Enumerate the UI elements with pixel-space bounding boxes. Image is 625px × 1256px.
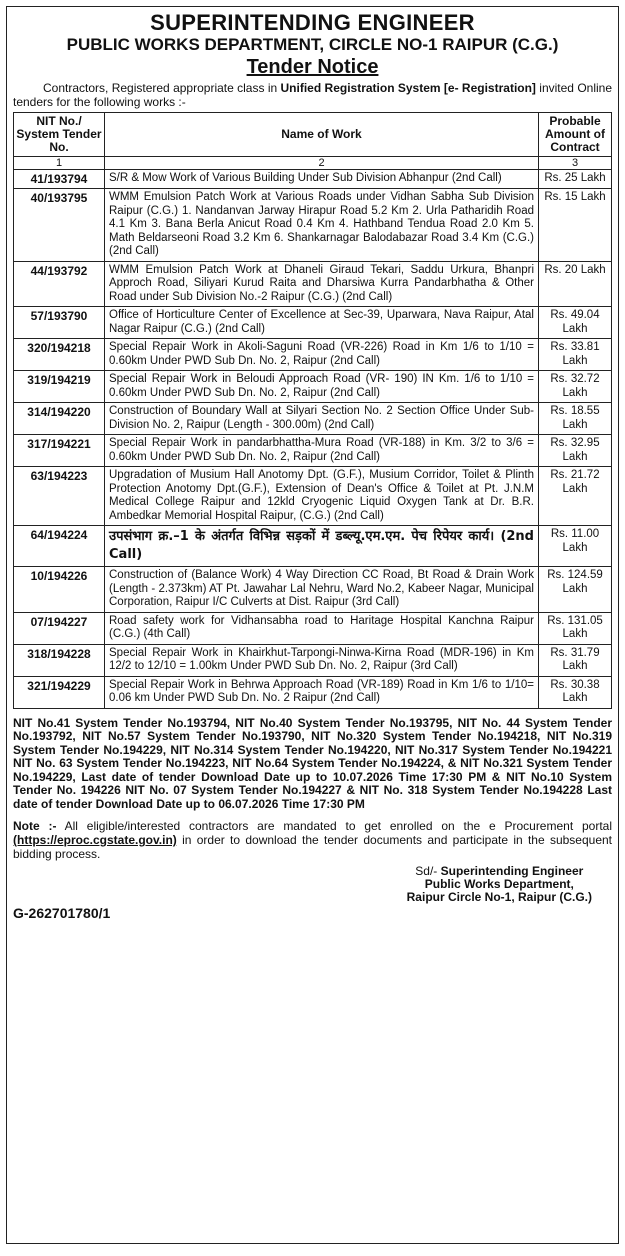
contract-amount: Rs. 15 Lakh — [539, 189, 612, 262]
intro-bold: Unified Registration System [e- Registration] — [280, 81, 536, 95]
work-name: Road safety work for Vidhansabha road to Haritage Hospital Kanchna Raipur (C.G.) (4th Call) — [105, 612, 539, 644]
contract-amount: Rs. 20 Lakh — [539, 261, 612, 307]
note-paragraph — [13, 819, 612, 861]
contract-amount: Rs. 31.79 Lakh — [539, 644, 612, 676]
contract-amount: Rs. 32.95 Lakh — [539, 435, 612, 467]
reference-number: G-262701780/1 — [13, 905, 111, 921]
work-name: Special Repair Work in Akoli-Saguni Road (VR-226) Road in Km 1/6 to 1/10 = 0.60km Under PWD Sub Dn. No. 2, Raipur (2nd Call) — [105, 339, 539, 371]
nit-number: 40/193795 — [14, 189, 105, 262]
table-row — [14, 371, 612, 403]
nit-number: 41/193794 — [14, 170, 105, 189]
contract-amount: Rs. 49.04 Lakh — [539, 307, 612, 339]
index-3: 3 — [539, 157, 612, 170]
signature-line-3: Raipur Circle No-1, Raipur (C.G.) — [406, 890, 592, 904]
nit-number: 07/194227 — [14, 612, 105, 644]
table-row — [14, 676, 612, 708]
note-label: Note :- — [13, 819, 57, 833]
table-row — [14, 526, 612, 567]
col-header-work: Name of Work — [105, 113, 539, 157]
nit-number: 317/194221 — [14, 435, 105, 467]
table-row — [14, 170, 612, 189]
nit-number: 10/194226 — [14, 567, 105, 613]
signature-area — [13, 865, 612, 923]
signature-sd: Sd/- — [415, 864, 441, 878]
nit-number: 321/194229 — [14, 676, 105, 708]
work-name: Construction of Boundary Wall at Silyari Section No. 2 Section Office Under Sub-Division No. 2, Raipur (Length - 300.00m) (2nd Call) — [105, 403, 539, 435]
contract-amount: Rs. 131.05 Lakh — [539, 612, 612, 644]
nit-number: 319/194219 — [14, 371, 105, 403]
note-text-2: in order to download the tender documents and participate in the subsequent bidding process. — [13, 833, 612, 861]
work-name: WMM Emulsion Patch Work at Various Roads under Vidhan Sabha Sub Division Raipur (C.G.) 1. Nandanvan Jarway Hirapur Road 5.2 Km 2. Urla Patharidih Road 4.1 Km 3. Bana Berla Anicut Road 0.4 Km 4. Hathband Tendua Road 2.0 Km 5. Math Beldarseoni Road 3.2 Km 6. Shankarnagar Balodabazar Road 3.4 Km (C.G.) (2nd Call) — [105, 189, 539, 262]
nit-number: 320/194218 — [14, 339, 105, 371]
col-header-amount: Probable Amount of Contract — [539, 113, 612, 157]
contract-amount: Rs. 124.59 Lakh — [539, 567, 612, 613]
note-text-1: All eligible/interested contractors are mandated to get enrolled on the e Procurement portal — [56, 819, 612, 833]
nit-number: 64/194224 — [14, 526, 105, 567]
intro-text-1: Contractors, Registered appropriate class in — [43, 81, 281, 95]
index-2: 2 — [105, 157, 539, 170]
contract-amount: Rs. 21.72 Lakh — [539, 467, 612, 526]
contract-amount: Rs. 32.72 Lakh — [539, 371, 612, 403]
table-row — [14, 307, 612, 339]
col-header-nit: NIT No./ System Tender No. — [14, 113, 105, 157]
tender-notice-page — [6, 6, 619, 1244]
table-row — [14, 339, 612, 371]
department-subtitle: PUBLIC WORKS DEPARTMENT, CIRCLE NO-1 RAIPUR (C.G.) — [66, 35, 559, 54]
table-row — [14, 189, 612, 262]
table-row — [14, 435, 612, 467]
table-row — [14, 403, 612, 435]
signature-block — [407, 865, 592, 904]
signature-line-1: Superintending Engineer — [440, 864, 584, 878]
work-name: S/R & Mow Work of Various Building Under Sub Division Abhanpur (2nd Call) — [105, 170, 539, 189]
work-name: Construction of (Balance Work) 4 Way Direction CC Road, Bt Road & Drain Work (Length - 2.373km) AT Pt. Jawahar Lal Nehru, Ward No.2, Kabeer Nagar, Municipal Corporation, Raipur I/C Culverts at Dist. Raipur (3rd Call) — [105, 567, 539, 613]
contract-amount: Rs. 18.55 Lakh — [539, 403, 612, 435]
table-row — [14, 467, 612, 526]
nit-number: 314/194220 — [14, 403, 105, 435]
table-header-row — [14, 113, 612, 157]
table-index-row — [14, 157, 612, 170]
table-row — [14, 612, 612, 644]
intro-text-2: invited Online tenders for the following works :- — [13, 81, 613, 109]
contract-amount: Rs. 11.00 Lakh — [539, 526, 612, 567]
work-name: Office of Horticulture Center of Excellence at Sec-39, Uparwara, Nava Raipur, Atal Nagar Raipur (C.G.) (2nd Call) — [105, 307, 539, 339]
office-title: SUPERINTENDING ENGINEER — [150, 10, 475, 35]
table-row — [14, 261, 612, 307]
nit-number: 44/193792 — [14, 261, 105, 307]
intro-paragraph — [13, 81, 612, 109]
nit-number: 318/194228 — [14, 644, 105, 676]
eproc-link[interactable]: (https://eproc.cgstate.gov.in) — [13, 833, 177, 847]
work-name: Special Repair Work in Beloudi Approach Road (VR- 190) IN Km. 1/6 to 1/10 = 0.60km Under PWD Sub Dn. No. 2, Raipur (2nd Call) — [105, 371, 539, 403]
work-name: उपसंभाग क्र.–1 के अंतर्गत विभिन्न सड़कों में डब्ल्यू.एम.एम. पेच रिपेयर कार्य। (2nd Call) — [105, 526, 539, 567]
contract-amount: Rs. 33.81 Lakh — [539, 339, 612, 371]
table-row — [14, 567, 612, 613]
work-name: WMM Emulsion Patch Work at Dhaneli Giraud Tekari, Saddu Urkura, Bhanpri Approch Road, Siliyari Kurud Raita and Dharsiwa Kurra Pandarbhatha & Other Road under Sub Division No.-2 Raipur (C.G.) (2nd Call) — [105, 261, 539, 307]
work-name: Special Repair Work in pandarbhattha-Mura Road (VR-188) in Km. 3/2 to 3/6 = 0.60km Under PWD Sub Dn. No. 2, Raipur (2nd Call) — [105, 435, 539, 467]
work-name: Upgradation of Musium Hall Anotomy Dpt. (G.F.), Musium Corridor, Toilet & Plinth Protection Anotomy Dpt.(G.F.), Extension of Dean's Office & Toilet at Pt. J.N.M Medical College Raipur and 12kld Cryogenic Liquid Oxygen Tank at Dr. B.R. Ambedkar Memorial Hospital Raipur, (C.G.) (2nd Call) — [105, 467, 539, 526]
nit-number: 63/194223 — [14, 467, 105, 526]
tender-table — [13, 112, 612, 709]
nit-number: 57/193790 — [14, 307, 105, 339]
index-1: 1 — [14, 157, 105, 170]
signature-line-2: Public Works Department, — [424, 877, 574, 891]
contract-amount: Rs. 25 Lakh — [539, 170, 612, 189]
work-name: Special Repair Work in Behrwa Approach Road (VR-189) Road in Km 1/6 to 1/10= 0.06 km Under PWD Sub Dn. No. 2 Raipur (2nd Call) — [105, 676, 539, 708]
contract-amount: Rs. 30.38 Lakh — [539, 676, 612, 708]
work-name: Special Repair Work in Khairkhut-Tarpongi-Ninwa-Kirna Road (MDR-196) in Km 12/2 to 12/10 = 1.00km Under PWD Sub Dn. No. 2, Raipur (3rd Call) — [105, 644, 539, 676]
tender-dates-paragraph: NIT No.41 System Tender No.193794, NIT No.40 System Tender No.193795, NIT No. 44 System Tender No.193792, NIT No.57 System Tender No.193790, NIT No.320 System Tender No.194218, NIT No.319 System Tender No.194229, NIT No.314 System Tender No.194220, NIT No.317 System Tender No.194221 NIT No. 63 System Tender No.194223, NIT No.64 System Tender No.194224, & NIT No.321 System Tender No.194229, Last date of tender Download Date up to 10.07.2026 Time 17:30 PM & NIT No.10 System Tender No. 194226 NIT No. 07 System Tender No.194227 & NIT No. 318 System Tender No.194228 Last date of tender Download Date up to 06.07.2026 Time 17:30 PM — [13, 715, 612, 811]
table-row — [14, 644, 612, 676]
notice-title: Tender Notice — [246, 56, 379, 78]
